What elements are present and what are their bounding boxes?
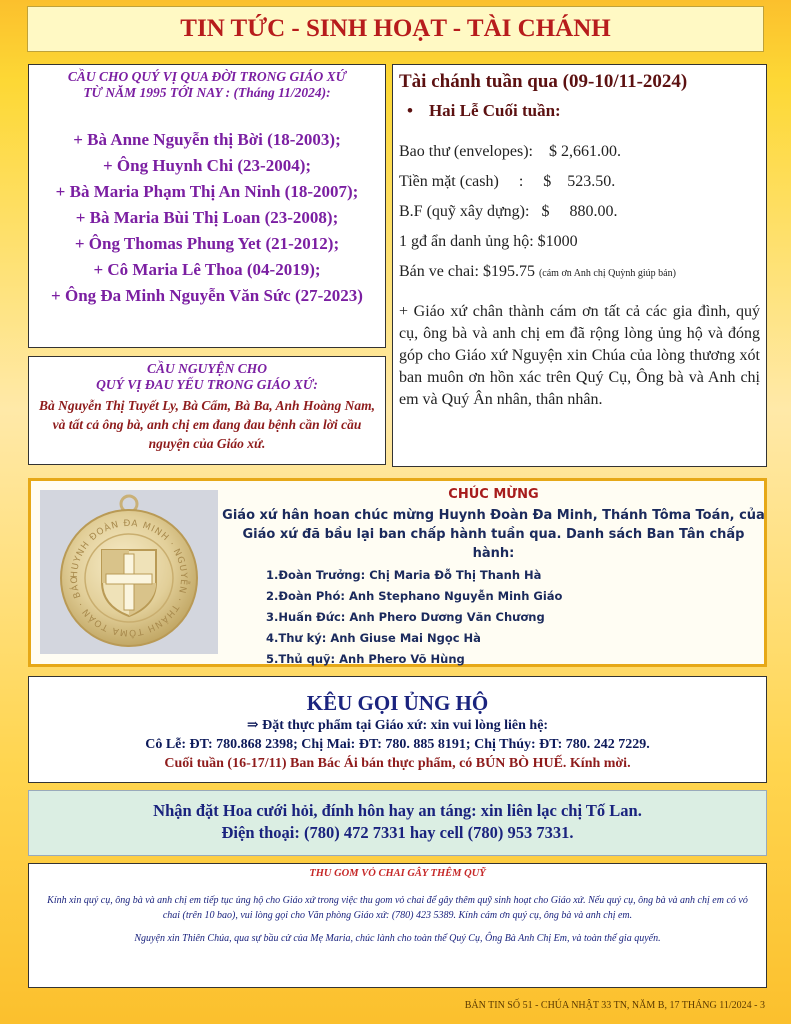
prayer-sick-box bbox=[28, 356, 386, 465]
flowers-line-2: Điện thoại: (780) 472 7331 hay cell (780) 953 7331. bbox=[221, 823, 574, 842]
deceased-item: + Bà Maria Phạm Thị An Ninh (18-2007); bbox=[55, 182, 359, 201]
deceased-item: + Bà Maria Bùi Thị Loan (23-2008); bbox=[75, 208, 339, 227]
bullet-dot-icon: • bbox=[407, 101, 413, 120]
bottles-blessing: Nguyện xin Thiên Chúa, qua sự bầu cử của Mẹ Maria, chúc lành cho toàn thể Quý Cụ, Ông Bà Anh Chị Em, và toàn thể gia quyến. bbox=[134, 933, 661, 944]
prayer-sick-title-2: QUÝ VỊ ĐAU YẾU TRONG GIÁO XỨ: bbox=[96, 377, 318, 392]
committee-member: 5.Thủ quỹ: Anh Phero Võ Hùng bbox=[266, 652, 465, 666]
prayer-deceased-box bbox=[28, 64, 386, 348]
finance-row: Tiền mặt (cash) : $ 523.50. bbox=[399, 173, 616, 190]
deceased-item: + Ông Huynh Chi (23-2004); bbox=[102, 156, 312, 175]
finance-box bbox=[392, 64, 767, 467]
congrats-body: Giáo xứ hân hoan chúc mừng Huynh Đoàn Đa Minh, Thánh Tôma Toán, của Giáo xứ đã bầu lại ban chấp hành tuần qua. Danh sách Ban Tân chấp hành: bbox=[222, 508, 765, 561]
medal-image bbox=[40, 490, 218, 654]
bottles-box bbox=[28, 863, 767, 988]
deceased-item: + Bà Anne Nguyễn thị Bời (18-2003); bbox=[73, 130, 341, 149]
finance-row: 1 gđ ẩn danh ủng hộ: $1000 bbox=[399, 233, 578, 250]
finance-row: Bao thư (envelopes): $ 2,661.00. bbox=[399, 143, 621, 160]
finance-title: Tài chánh tuần qua (09-10/11-2024) bbox=[399, 71, 688, 92]
page-footer: BẢN TIN SỐ 51 - CHÚA NHẬT 33 TN, NĂM B, 17 THÁNG 11/2024 - 3 bbox=[464, 1000, 765, 1011]
prayer-deceased-title-1: CẦU CHO QUÝ VỊ QUA ĐỜI TRONG GIÁO XỨ bbox=[67, 69, 347, 84]
bottles-title: THU GOM VỎ CHAI GÂY THÊM QUỸ bbox=[309, 868, 486, 879]
flowers-line-1: Nhận đặt Hoa cưới hỏi, đính hôn hay an táng: xin liên lạc chị Tố Lan. bbox=[153, 801, 642, 820]
bottle-note: (cám ơn Anh chị Quỳnh giúp bán) bbox=[538, 268, 676, 279]
finance-bullet-label: Hai Lễ Cuối tuần: bbox=[428, 101, 561, 120]
finance-row: B.F (quỹ xây dựng): $ 880.00. bbox=[399, 203, 618, 220]
flowers-box bbox=[28, 790, 767, 856]
support-title: KÊU GỌI ỦNG HỘ bbox=[306, 691, 489, 715]
prayer-sick-names: Bà Nguyễn Thị Tuyết Ly, Bà Cẩm, Bà Ba, Anh Hoàng Nam, và tất cả ông bà, anh chị em đang đau bệnh cần lời cầu nguyện của Giáo xứ. bbox=[39, 398, 375, 451]
prayer-deceased-title-2: TỪ NĂM 1995 TỚI NAY : (Tháng 11/2024): bbox=[83, 85, 331, 100]
support-box bbox=[28, 676, 767, 783]
page-header bbox=[27, 6, 764, 52]
page-title: TIN TỨC - SINH HOẠT - TÀI CHÁNH bbox=[180, 15, 611, 42]
support-line-1: ⇒ Đặt thực phẩm tại Giáo xứ: xin vui lòng liên hệ: bbox=[246, 718, 549, 733]
congrats-box bbox=[28, 478, 767, 667]
committee-list bbox=[266, 565, 766, 670]
finance-thanks: + Giáo xứ chân thành cám ơn tất cả các gia đình, quý cụ, ông bà và anh chị em đã rộng lòng ủng hộ và đóng góp cho Giáo xứ Nguyện xin Chúa của lòng thương xót ban muôn ơn hồn xác trên Quý Cụ, Ông bà và Anh chị em và Quý Ân nhân, thân nhân. bbox=[399, 303, 760, 408]
deceased-list bbox=[37, 127, 377, 309]
finance-row-bottles bbox=[399, 257, 760, 289]
bottle-sale: Bán ve chai: $195.75 bbox=[399, 263, 535, 280]
committee-member: 4.Thư ký: Anh Giuse Mai Ngọc Hà bbox=[266, 631, 481, 645]
support-contacts: Cô Lễ: ĐT: 780.868 2398; Chị Mai: ĐT: 780. 885 8191; Chị Thúy: ĐT: 780. 242 7229. bbox=[145, 737, 650, 752]
finance-rows bbox=[399, 137, 760, 289]
prayer-sick-title-1: CẦU NGUYỆN CHO bbox=[146, 361, 267, 376]
medal-icon bbox=[40, 490, 218, 654]
committee-member: 3.Huấn Đức: Anh Phero Dương Văn Chương bbox=[266, 610, 545, 624]
deceased-item: + Cô Maria Lê Thoa (04-2019); bbox=[93, 260, 321, 279]
congrats-text bbox=[221, 487, 766, 670]
bottles-text: Kính xin quý cụ, ông bà và anh chị em tiếp tục ủng hộ cho Giáo xứ trong việc thu gom vỏ chai để gây thêm quỹ sinh hoạt cho Giáo xứ. Nếu quý cụ, ông bà và anh chị em có vỏ chai (trên 10 bao), vui lòng gọi cho Văn phòng Giáo xứ: (780) 423 5389. Kính cám ơn quý cụ, ông bà và anh chị em. bbox=[47, 895, 748, 921]
committee-member: 2.Đoàn Phó: Anh Stephano Nguyễn Minh Giáo bbox=[266, 589, 563, 603]
finance-bullet bbox=[407, 101, 760, 121]
congrats-title: CHÚC MỪNG bbox=[448, 487, 539, 502]
support-weekend: Cuối tuần (16-17/11) Ban Bác Ái bán thực phẩm, có BÚN BÒ HUẾ. Kính mời. bbox=[164, 756, 631, 771]
deceased-item: + Ông Thomas Phung Yet (21-2012); bbox=[74, 234, 340, 253]
medal-lettering-path: HUYNH ĐOÀN ĐA MINH · NGUYỄN · THÁNH TÔMA TOÁN · BÁO bbox=[69, 518, 189, 638]
committee-member: 1.Đoàn Trưởng: Chị Maria Đỗ Thị Thanh Hà bbox=[266, 568, 542, 582]
deceased-item: + Ông Đa Minh Nguyễn Văn Sức (27-2023) bbox=[51, 286, 363, 305]
